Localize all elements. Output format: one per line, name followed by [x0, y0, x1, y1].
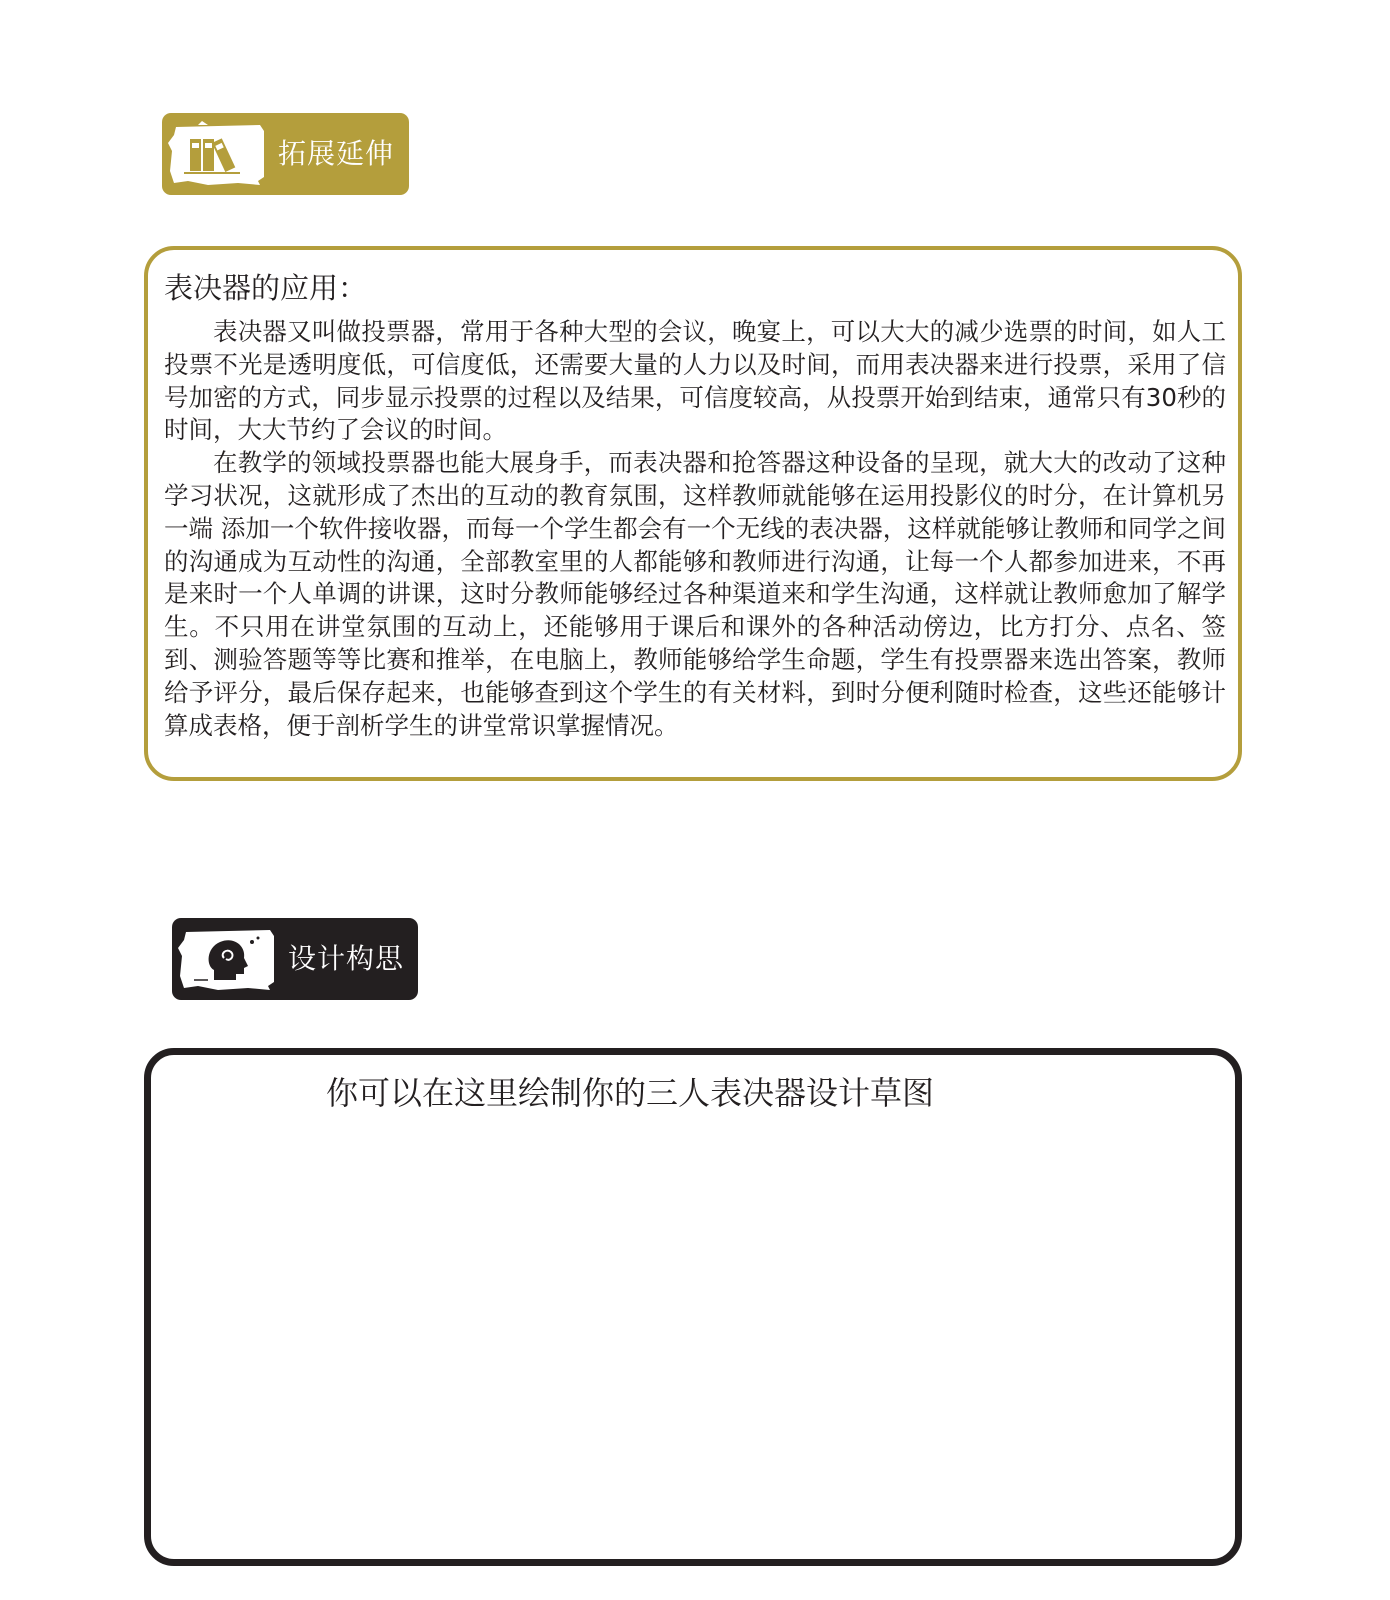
article-title: 表决器的应用：	[164, 271, 368, 305]
drawing-area[interactable]	[144, 1048, 1242, 1566]
section-tag-label: 设计构思	[288, 942, 405, 975]
section-tag-extension	[162, 113, 409, 195]
section-tag-design	[172, 918, 418, 1000]
article-paragraph: 表决器又叫做投票器，常用于各种大型的会议，晚宴上，可以大大的减少选票的时间，如人工投票不光是透明度低，可信度低，还需要大量的人力以及时间，而用表决器来进行投票，采用了信号加密的方式，同步显示投票的过程以及结果，可信度较高，从投票开始到结束，通常只有30秒的时间，大大节约了会议的时间。	[164, 317, 1226, 445]
section-tag-label: 拓展延伸	[278, 137, 395, 170]
binders-icon	[168, 121, 268, 187]
article-body	[164, 316, 1226, 742]
drawing-prompt: 你可以在这里绘制你的三人表决器设计草图	[326, 1074, 935, 1112]
thinking-head-icon	[178, 926, 278, 992]
article-paragraph: 在教学的领域投票器也能大展身手，而表决器和抢答器这种设备的呈现，就大大的改动了这种学习状况，这就形成了杰出的互动的教育氛围，这样教师就能够在运用投影仪的时分，在计算机另一端 添加一个软件接收器，而每一个学生都会有一个无线的表决器，这样就能够让教师和同学之间的沟通成为互动性的沟通，全部教室里的人都能够和教师进行沟通，让每一个人都参加进来，不再是来时一个人单调的讲课，这时分教师能够经过各种渠道来和学生沟通，这样就让教师愈加了解学生。不只用在讲堂氛围的互动上，还能够用于课后和课外的各种活动傍边，比方打分、点名、签到、测验答题等等比赛和推举，在电脑上，教师能够给学生命题，学生有投票器来选出答案，教师给予评分，最后保存起来，也能够查到这个学生的有关材料，到时分便利随时检查，这些还能够计算成表格，便于剖析学生的讲堂常识掌握情况。	[164, 448, 1226, 740]
article-panel	[144, 246, 1242, 781]
